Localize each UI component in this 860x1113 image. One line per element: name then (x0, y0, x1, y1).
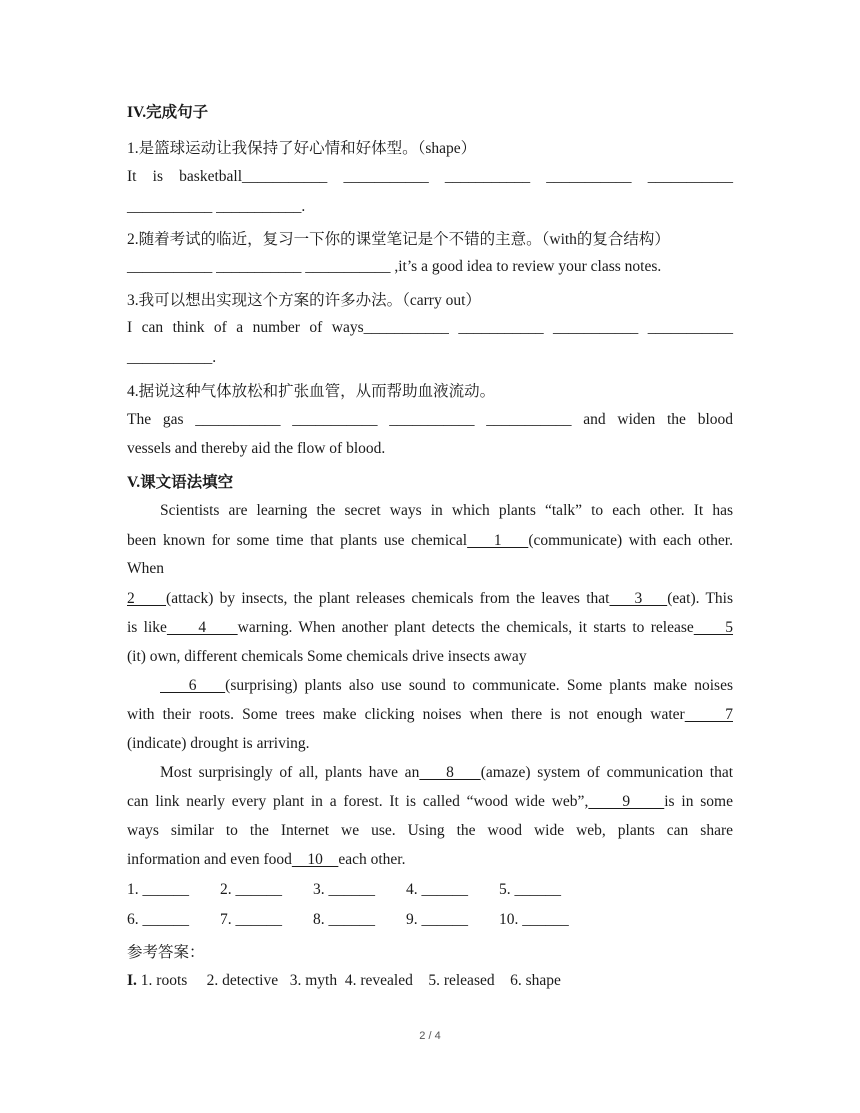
answer-slot: 4. ______ (406, 881, 468, 898)
passage-line: When (127, 560, 165, 577)
answer-slot: 7. ______ (220, 911, 282, 928)
question-4-english-line-1: The gas ___________ ___________ ___________ ___________ and widen the blood (127, 411, 733, 428)
question-1-english-line-2: ___________ ___________. (127, 198, 306, 215)
passage-line: 2 (attack) by insects, the plant releases chemicals from the leaves that 3 (eat). This (127, 590, 734, 607)
answer-slot: 9. ______ (406, 911, 468, 928)
answer-slot: 10. ______ (499, 911, 569, 928)
answer-slot: 8. ______ (313, 911, 375, 928)
question-2-chinese: 2.随着考试的临近，复习一下你的课堂笔记是个不错的主意。（with的复合结构） (127, 231, 670, 248)
blank-4: 4 (166, 619, 238, 636)
blank-5: 5 (693, 619, 734, 636)
answer-slot: 5. ______ (499, 881, 561, 898)
passage-line: (indicate) drought is arriving. (127, 735, 310, 752)
blank-7: 7 (684, 706, 733, 723)
question-3-english-line-1: I can think of a number of ways___________ ___________ ___________ ___________ (127, 319, 733, 336)
passage-line: with their roots. Some trees make clicking noises when there is not enough water 7 (127, 706, 733, 723)
answer-slot: 1. ______ (127, 881, 189, 898)
section-5-heading: V.课文语法填空 (127, 474, 234, 491)
passage-line: Most surprisingly of all, plants have an 8 (amaze) system of communication that (160, 764, 734, 781)
blank-1: 1 (467, 532, 529, 549)
blank-8: 8 (419, 764, 481, 781)
blank-10: 10 (291, 851, 339, 868)
passage-line: ways similar to the Internet we use. Using the wood wide web, plants can share (127, 822, 733, 839)
passage-line: been known for some time that plants use chemical 1 (communicate) with each other. (127, 532, 733, 549)
reference-answers-label: 参考答案： (127, 944, 205, 961)
passage-line: (it) own, different chemicals Some chemicals drive insects away (127, 648, 527, 665)
question-2-english: ___________ ___________ ___________ ,it’s a good idea to review your class notes. (127, 258, 662, 275)
reference-answers-part-1: I. 1. roots 2. detective 3. myth 4. revealed 5. released 6. shape (127, 972, 561, 989)
blank-2: 2 (127, 590, 167, 607)
answer-slot: 2. ______ (220, 881, 282, 898)
question-3-english-line-2: ___________. (127, 349, 217, 366)
question-1-english-line-1: It is basketball___________ ___________ ___________ ___________ ___________ (127, 168, 733, 185)
passage-line: 6 (surprising) plants also use sound to communicate. Some plants make noises (160, 677, 733, 694)
blank-9: 9 (588, 793, 665, 810)
blank-3: 3 (609, 590, 668, 607)
question-4-english-line-2: vessels and thereby aid the flow of blood. (127, 440, 386, 457)
passage-line: Scientists are learning the secret ways in which plants “talk” to each other. It has (160, 502, 733, 519)
answer-row-1 (127, 881, 561, 899)
question-4-chinese: 4.据说这种气体放松和扩张血管，从而帮助血液流动。 (127, 383, 496, 400)
passage-line: can link nearly every plant in a forest. It is called “wood wide web”, 9 is in some (127, 793, 733, 810)
question-3-chinese: 3.我可以想出实现这个方案的许多办法。（carry out） (127, 292, 481, 309)
question-1-chinese: 1.是篮球运动让我保持了好心情和好体型。（shape） (127, 140, 477, 157)
answer-slot: 6. ______ (127, 911, 189, 928)
answer-row-2 (127, 911, 569, 929)
page-number: 2 / 4 (419, 1030, 441, 1042)
answer-slot: 3. ______ (313, 881, 375, 898)
section-4-heading: IV.完成句子 (127, 104, 209, 121)
passage-line: information and even food 10 each other. (127, 851, 406, 868)
blank-6: 6 (160, 677, 226, 694)
passage-line: is like 4 warning. When another plant detects the chemicals, it starts to release 5 (127, 619, 734, 636)
